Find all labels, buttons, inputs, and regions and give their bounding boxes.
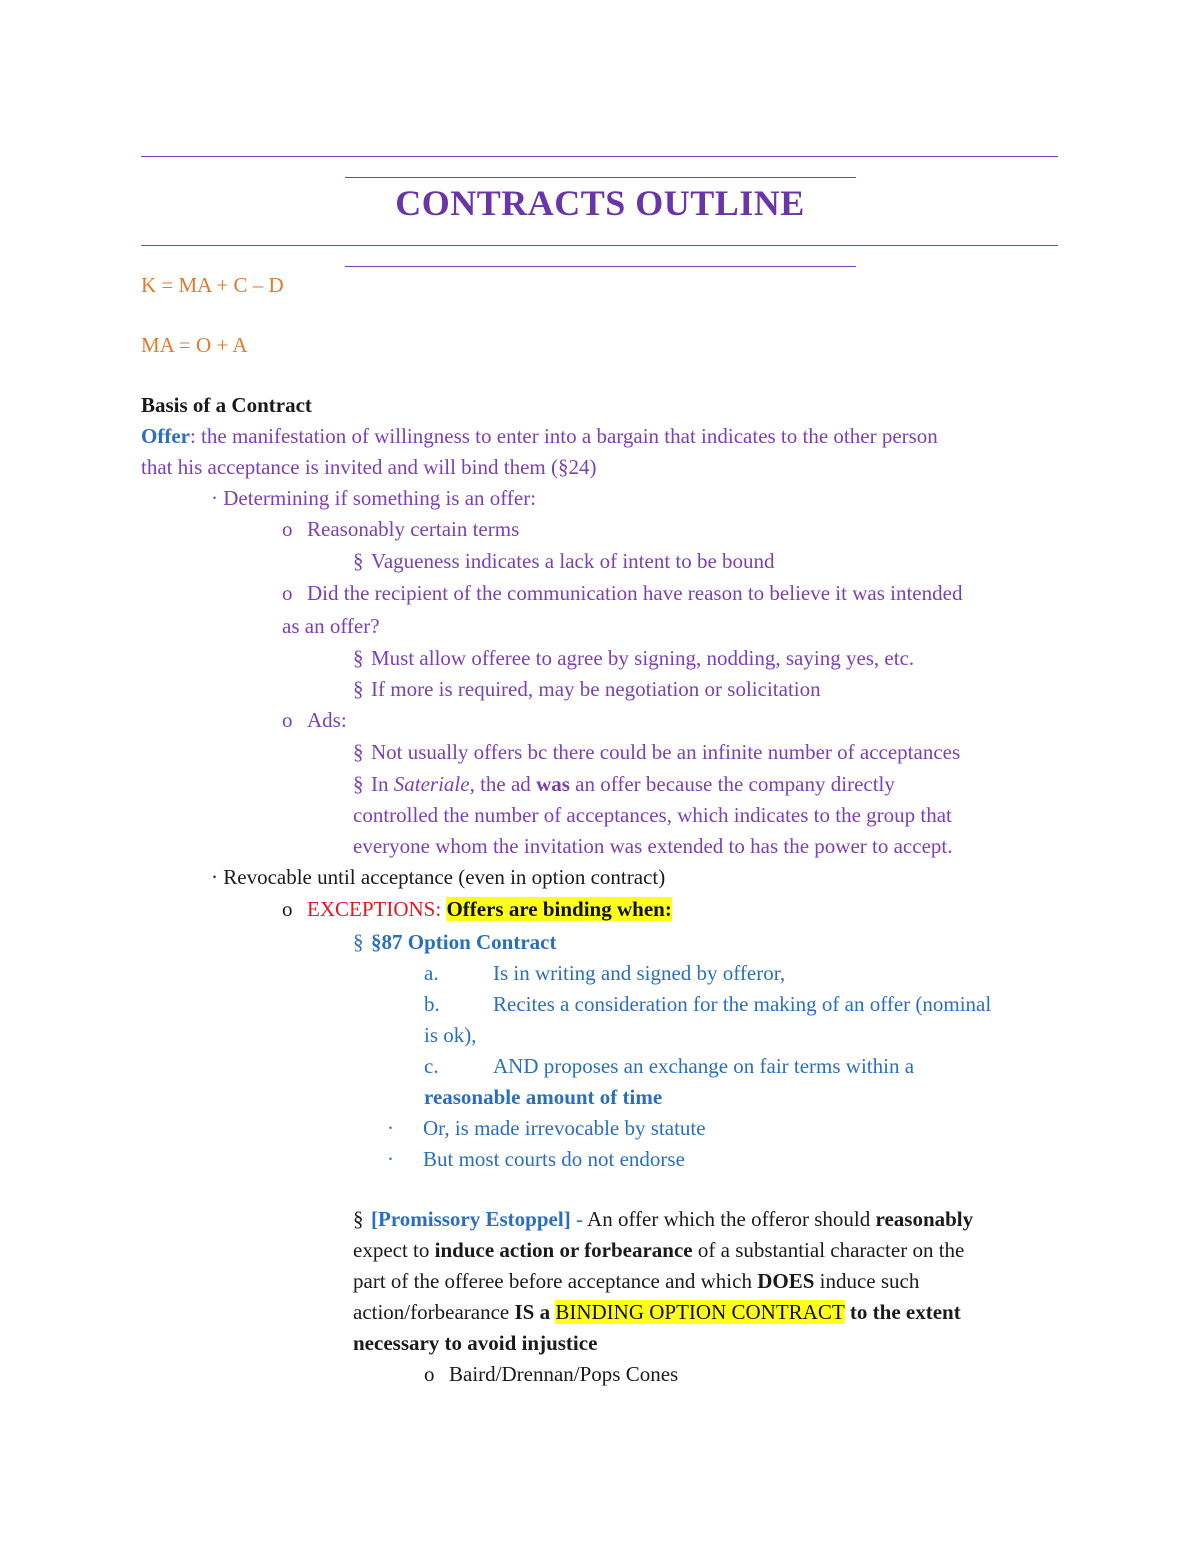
section-heading: Basis of a Contract [141, 393, 312, 417]
document-title: CONTRACTS OUTLINE [395, 183, 805, 223]
highlighted-binding-when: Offers are binding when: [446, 897, 672, 921]
option-contract-heading [353, 929, 557, 955]
section-marker: § [353, 549, 364, 573]
item-b [424, 991, 991, 1017]
item-exceptions: o EXCEPTIONS: Offers are binding when: [282, 897, 672, 921]
highlighted-binding-option-contract: BINDING OPTION CONTRACT [555, 1300, 845, 1324]
item-text: If more is required, may be negotiation or solicitation [371, 677, 821, 701]
bottom-rule-short [345, 266, 856, 267]
section-marker: § [353, 740, 364, 764]
top-rule-full [141, 156, 1058, 157]
item-a [424, 960, 785, 986]
promissory-estoppel-line-4: action/forbearance IS a BINDING OPTION CONTRACT to the extent [353, 1300, 961, 1324]
circle-marker: o [282, 897, 293, 921]
list-label: b. [424, 992, 440, 1016]
heading-text: §87 Option Contract [371, 930, 557, 954]
formula-ma: MA = O + A [141, 333, 248, 357]
offer-term: Offer [141, 424, 190, 448]
formula-k: K = MA + C – D [141, 273, 284, 297]
item-c-cont: reasonable amount of time [424, 1085, 663, 1109]
offer-definition-line-2: that his acceptance is invited and will bind them (§24) [141, 455, 597, 479]
section-marker: § [353, 646, 364, 670]
item-sateriale: § In Sateriale, the ad was an offer because the company directly [353, 772, 895, 796]
top-rule-short [345, 177, 856, 178]
offer-definition-text: : the manifestation of willingness to enter into a bargain that indicates to the other person [189, 424, 938, 448]
offer-definition-line-1 [141, 423, 938, 449]
circle-marker: o [282, 517, 293, 541]
item-if-more [353, 676, 821, 702]
item-text: Baird/Drennan/Pops Cones [449, 1362, 679, 1386]
circle-marker: o [424, 1362, 435, 1386]
item-not-usually [353, 739, 960, 765]
section-marker: § [353, 772, 364, 796]
emphasis-was: was [536, 772, 570, 796]
exceptions-label: EXCEPTIONS [307, 897, 436, 921]
item-text: Vagueness indicates a lack of intent to be bound [371, 549, 775, 573]
list-label: a. [424, 961, 439, 985]
bullet-marker: · [211, 486, 218, 510]
item-sateriale-line-2: controlled the number of acceptances, which indicates to the group that [353, 803, 952, 827]
item-recipient [282, 580, 962, 606]
bullet-text: Determining if something is an offer: [223, 486, 537, 510]
item-reasonably-certain [282, 516, 519, 542]
item-text: Ads: [307, 708, 347, 732]
bullet-marker: · [211, 865, 218, 889]
list-label: c. [424, 1054, 439, 1078]
circle-marker: o [282, 581, 293, 605]
section-marker: § [353, 1207, 364, 1231]
item-text: Must allow offeree to agree by signing, nodding, saying yes, etc. [371, 646, 915, 670]
item-must-allow [353, 645, 914, 671]
promissory-estoppel-line-3: part of the offeree before acceptance and which DOES induce such [353, 1269, 920, 1293]
item-or-statute [387, 1115, 706, 1141]
item-text: Reasonably certain terms [307, 517, 520, 541]
item-sateriale-line-3: everyone whom the invitation was extended to has the power to accept. [353, 834, 953, 858]
circle-marker: o [282, 708, 293, 732]
item-text: Recites a consideration for the making of an offer (nominal [493, 992, 992, 1016]
item-text: Did the recipient of the communication have reason to believe it was intended [307, 581, 963, 605]
item-recipient-cont: as an offer? [282, 614, 380, 638]
section-marker: § [353, 677, 364, 701]
bullet-determining [211, 485, 536, 511]
promissory-estoppel-line-1: § [Promissory Estoppel] - An offer which the offeror should reasonably [353, 1207, 974, 1231]
item-text: But most courts do not endorse [423, 1147, 685, 1171]
item-c [424, 1053, 914, 1079]
promissory-estoppel-line-2: expect to induce action or forbearance of a substantial character on the [353, 1238, 965, 1262]
item-text: Or, is made irrevocable by statute [423, 1116, 706, 1140]
item-text: Is in writing and signed by offeror, [493, 961, 786, 985]
bullet-marker: · [387, 1147, 394, 1171]
section-marker: § [353, 930, 364, 954]
bullet-revocable [211, 864, 665, 890]
promissory-estoppel-line-5: necessary to avoid injustice [353, 1331, 598, 1355]
promissory-estoppel-term: [Promissory Estoppel] [371, 1207, 571, 1231]
bottom-rule-full [141, 245, 1058, 246]
item-b-cont: is ok), [424, 1023, 477, 1047]
item-ads [282, 707, 347, 733]
item-text: AND proposes an exchange on fair terms within a [493, 1054, 915, 1078]
bullet-text: Revocable until acceptance (even in option contract) [223, 865, 666, 889]
item-cases [424, 1361, 678, 1387]
bullet-marker: · [387, 1116, 394, 1140]
item-vagueness [353, 548, 775, 574]
item-text: Not usually offers bc there could be an infinite number of acceptances [371, 740, 961, 764]
item-most-courts [387, 1146, 685, 1172]
case-name: Sateriale [393, 772, 470, 796]
